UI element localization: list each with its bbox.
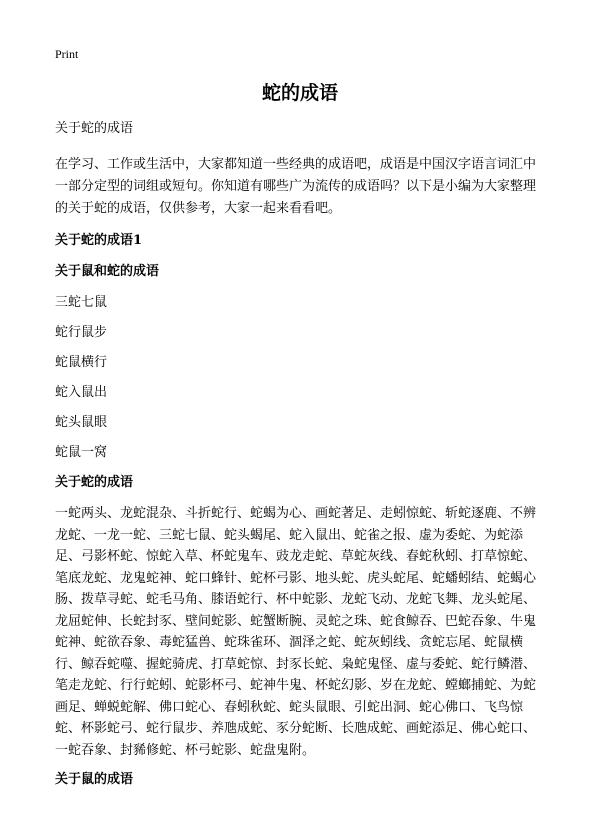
list-item: 蛇入鼠出 bbox=[55, 385, 108, 400]
list-item: 蛇鼠一窝 bbox=[55, 445, 108, 460]
page-title: 蛇的成语 bbox=[261, 82, 338, 104]
list-item: 蛇头鼠眼 bbox=[55, 415, 108, 430]
intro-paragraph: 在学习、工作或生活中，大家都知道一些经典的成语吧，成语是中国汉字语言词汇中一部分定型的词组或短句。你知道有哪些广为流传的成语吗？以下是小编为大家整理的关于蛇的成语，仅供参考，大家一起来看看吧。 bbox=[55, 157, 537, 216]
section-heading-1: 关于蛇的成语1 bbox=[55, 233, 143, 248]
list-item: 蛇行鼠步 bbox=[55, 325, 108, 340]
section-heading-3: 关于蛇的成语 bbox=[55, 475, 134, 490]
section-heading-4: 关于鼠的成语 bbox=[55, 772, 134, 787]
article-subtitle: 关于蛇的成语 bbox=[55, 121, 134, 136]
article-content bbox=[55, 118, 547, 800]
idiom-list bbox=[55, 292, 547, 464]
section-heading-2: 关于鼠和蛇的成语 bbox=[55, 264, 160, 279]
print-link[interactable]: Print bbox=[55, 47, 79, 61]
list-item: 三蛇七鼠 bbox=[55, 295, 108, 310]
idiom-paragraph: 一蛇两头、龙蛇混杂、斗折蛇行、蛇蝎为心、画蛇著足、走蚓惊蛇、斩蛇逐鹿、不辨龙蛇、一龙一蛇、三蛇七鼠、蛇头蝎尾、蛇入鼠出、蛇雀之报、虚为委蛇、为蛇添足、弓影杯蛇、惊蛇入草、杯蛇鬼车、豉龙走蛇、草蛇灰线、春蛇秋蚓、打草惊蛇、笔底龙蛇、龙鬼蛇神、蛇口蜂针、蛇杯弓影、地头蛇、虎头蛇尾、蛇蟠蚓结、蛇蝎心肠、拨草寻蛇、蛇毛马角、膝语蛇行、杯中蛇影、龙蛇飞动、龙蛇飞舞、龙头蛇尾、龙屈蛇伸、长蛇封豕、壁间蛇影、蛇蟹断腕、灵蛇之珠、蛇食鲸吞、巴蛇吞象、牛鬼蛇神、蛇欲吞象、毒蛇猛兽、蛇珠雀环、涸泽之蛇、蛇灰蚓线、贪蛇忘尾、蛇鼠横行、鲸吞蛇噬、握蛇骑虎、打草蛇惊、封豕长蛇、枭蛇鬼怪、虚与委蛇、蛇行鳞潜、笔走龙蛇、行行蛇蚓、蛇影杯弓、蛇神牛鬼、杯蛇幻影、岁在龙蛇、螳螂捕蛇、为蛇画足、蝉蜕蛇解、佛口蛇心、春蚓秋蛇、蛇头鼠眼、引蛇出洞、蛇心佛口、飞鸟惊蛇、杯影蛇弓、蛇行鼠步、养虺成蛇、豕分蛇断、长虺成蛇、画蛇添足、佛心蛇口、一蛇吞象、封豨修蛇、杯弓蛇影、蛇盘鬼附。 bbox=[55, 506, 537, 758]
list-item: 蛇鼠横行 bbox=[55, 355, 108, 370]
